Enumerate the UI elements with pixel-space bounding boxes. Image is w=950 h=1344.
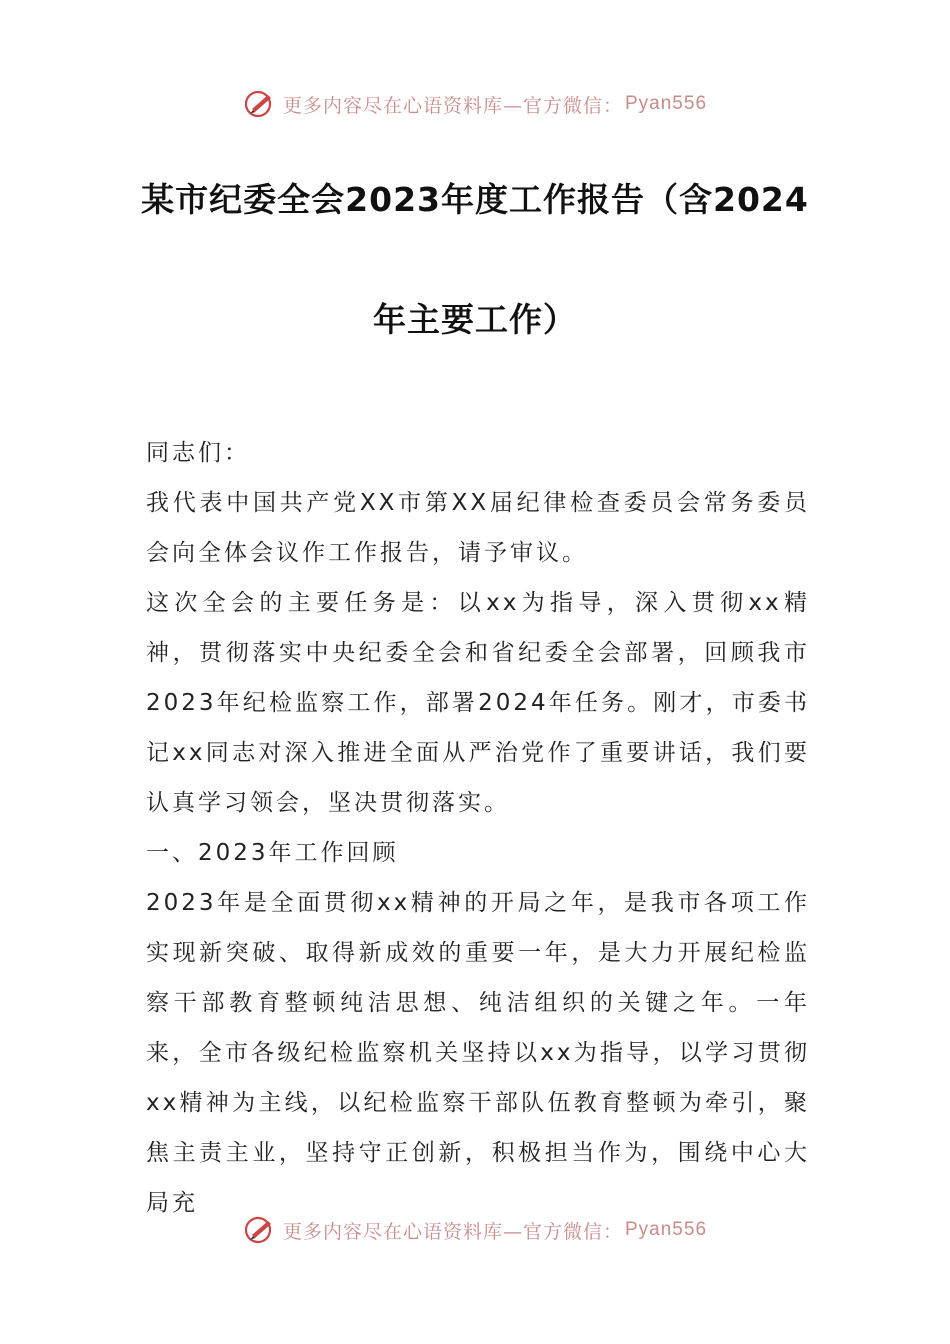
watermark-banner-bottom: [0, 1210, 950, 1250]
watermark-wechat-id: Pyan556: [625, 1219, 708, 1240]
document-title-line2: 年主要工作）: [373, 300, 577, 339]
watermark-wechat-id: Pyan556: [625, 93, 708, 114]
watermark-text: 更多内容尽在心语资料库—官方微信：: [282, 94, 623, 117]
paragraph-3: 2023年是全面贯彻xx精神的开局之年，是我市各项工作实现新突破、取得新成效的重要一年，是大力开展纪检监察干部教育整顿纯洁思想、纯洁组织的关键之年。一年来，全市各级纪检监察机关坚持以xx为指导，以学习贯彻xx精神为主线，以纪检监察干部队伍教育整顿为牵引，聚焦主责主业，坚持守正创新，积极担当作为，围绕中心大局充: [146, 890, 810, 1216]
salutation: 同志们：: [146, 440, 250, 466]
paragraph-2: 这次全会的主要任务是：以xx为指导，深入贯彻xx精神，贯彻落实中央纪委全会和省纪委全会部署，回顾我市2023年纪检监察工作，部署2024年任务。刚才，市委书记xx同志对深入推进全面从严治党作了重要讲话，我们要认真学习领会，坚决贯彻落实。: [146, 590, 810, 816]
document-body: [146, 428, 810, 1228]
pen-logo-icon: [243, 87, 277, 121]
pen-logo-icon: [243, 1213, 277, 1247]
section-heading-1: 一、2023年工作回顾: [146, 840, 399, 866]
paragraph-1: 我代表中国共产党XX市第XX届纪律检查委员会常务委员会向全体会议作工作报告，请予审议。: [146, 490, 810, 566]
document-title-line1: 某市纪委全会2023年度工作报告（含2024: [141, 180, 809, 219]
watermark-text: 更多内容尽在心语资料库—官方微信：: [282, 1220, 623, 1243]
watermark-banner-top: [0, 84, 950, 124]
